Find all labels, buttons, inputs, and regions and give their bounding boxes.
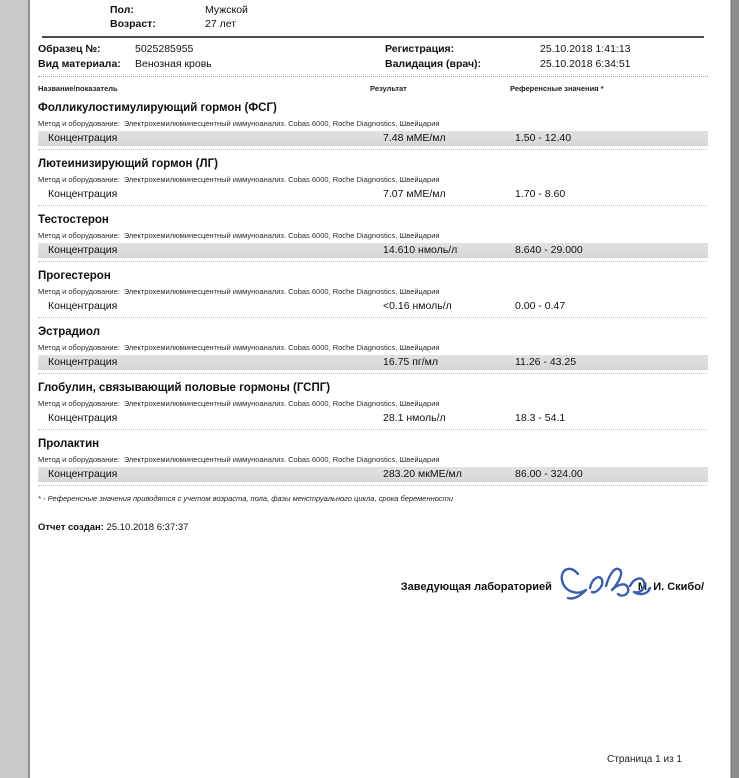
result-row (38, 243, 708, 258)
parameter-name: Концентрация (48, 132, 118, 144)
result-row (38, 467, 708, 482)
age-value: 27 лет (205, 18, 237, 30)
registration-label: Регистрация: (385, 43, 455, 55)
sample-number-row (38, 42, 708, 57)
sample-material-row (38, 57, 708, 72)
result-value: 7.48 мМЕ/мл (383, 132, 446, 144)
test-section-progesterone (38, 262, 708, 318)
reference-value: 86.00 - 324.00 (515, 468, 583, 480)
result-value: 7.07 мМЕ/мл (383, 188, 446, 200)
result-value: 16.75 пг/мл (383, 356, 438, 368)
registration-value: 25.10.2018 1:41:13 (540, 43, 631, 55)
test-title: Эстрадиол (38, 326, 101, 338)
method-label: Метод и оборудование: (38, 455, 120, 464)
report-page (30, 0, 730, 778)
method-label: Метод и оборудование: (38, 287, 120, 296)
result-row (38, 411, 708, 426)
reference-value: 1.50 - 12.40 (515, 132, 572, 144)
test-title: Глобулин, связывающий половые гормоны (ГСПГ) (38, 382, 331, 394)
material-value: Венозная кровь (135, 58, 212, 70)
method-line (38, 342, 708, 353)
result-row (38, 299, 708, 314)
report-created-label: Отчет создан: (38, 522, 104, 533)
sample-block-dotted-divider (38, 76, 708, 77)
result-value: 283.20 мкМЕ/мл (383, 468, 462, 480)
result-row (38, 131, 708, 146)
patient-age-row (38, 17, 708, 31)
vertical-scrollbar[interactable] (730, 0, 739, 778)
result-value: 28.1 нмоль/л (383, 412, 446, 424)
header-divider (42, 36, 704, 38)
parameter-name: Концентрация (48, 468, 118, 480)
method-label: Метод и оборудование: (38, 399, 120, 408)
signature-name: М. И. Скибо/ (637, 581, 704, 593)
method-value: Электрохемилюминесцентный иммуноанализ. Cobas 6000, Roche Diagnostics, Швейцария (123, 175, 440, 184)
reference-value: 8.640 - 29.000 (515, 244, 583, 256)
test-title: Лютеинизирующий гормон (ЛГ) (38, 158, 218, 170)
method-value: Электрохемилюминесцентный иммуноанализ. Cobas 6000, Roche Diagnostics, Швейцария (123, 399, 440, 408)
test-title: Фолликулостимулирующий гормон (ФСГ) (38, 102, 277, 114)
method-label: Метод и оборудование: (38, 231, 120, 240)
reference-value: 11.26 - 43.25 (515, 356, 577, 368)
method-line (38, 118, 708, 129)
test-section-shbg (38, 374, 708, 430)
signature-block (38, 564, 708, 610)
test-section-prolactin (38, 430, 708, 486)
result-value: 14.610 нмоль/л (383, 244, 458, 256)
method-label: Метод и оборудование: (38, 119, 120, 128)
reference-value: 18.3 - 54.1 (515, 412, 566, 424)
age-label: Возраст: (110, 18, 156, 30)
report-content (30, 0, 730, 610)
test-section-testosterone (38, 206, 708, 262)
parameter-name: Концентрация (48, 244, 118, 256)
col-header-name: Название/показатель (38, 84, 118, 93)
method-line (38, 398, 708, 409)
method-line (38, 230, 708, 241)
scrollbar-thumb[interactable] (731, 0, 739, 778)
material-label: Вид материала: (38, 58, 121, 70)
signature-title: Заведующая лабораторией (400, 581, 552, 593)
sample-number-label: Образец №: (38, 43, 101, 55)
test-title: Пролактин (38, 438, 100, 450)
report-created-line (38, 522, 708, 534)
method-value: Электрохемилюминесцентный иммуноанализ. Cobas 6000, Roche Diagnostics, Швейцария (123, 231, 440, 240)
sex-label: Пол: (110, 4, 134, 16)
reference-footnote: * - Референсные значения приводятся с учетом возраста, пола, фазы менструального цикла, срока беременности (38, 494, 454, 503)
parameter-name: Концентрация (48, 356, 118, 368)
signature-scribble-icon (556, 560, 652, 606)
col-header-reference: Референсные значения * (510, 84, 604, 93)
col-header-result: Результат (370, 84, 407, 93)
result-value: <0.16 нмоль/л (383, 300, 452, 312)
parameter-name: Концентрация (48, 300, 118, 312)
report-created-value: 25.10.2018 6:37:37 (106, 522, 189, 533)
method-line (38, 454, 708, 465)
method-line (38, 174, 708, 185)
sample-number-value: 5025285955 (135, 43, 194, 55)
method-label: Метод и оборудование: (38, 175, 120, 184)
result-row (38, 187, 708, 202)
sex-value: Мужской (205, 4, 248, 16)
validation-label: Валидация (врач): (385, 58, 482, 70)
reference-value: 0.00 - 0.47 (515, 300, 566, 312)
test-title: Прогестерон (38, 270, 111, 282)
test-section-fsh (38, 94, 708, 150)
method-label: Метод и оборудование: (38, 343, 120, 352)
patient-sex-row (38, 3, 708, 17)
parameter-name: Концентрация (48, 188, 118, 200)
method-value: Электрохемилюминесцентный иммуноанализ. Cobas 6000, Roche Diagnostics, Швейцария (123, 287, 440, 296)
page-number: Страница 1 из 1 (607, 754, 682, 765)
test-title: Тестостерон (38, 214, 109, 226)
test-section-lh (38, 150, 708, 206)
parameter-name: Концентрация (48, 412, 118, 424)
validation-value: 25.10.2018 6:34:51 (540, 58, 631, 70)
table-column-headers (38, 84, 708, 94)
method-line (38, 286, 708, 297)
method-value: Электрохемилюминесцентный иммуноанализ. Cobas 6000, Roche Diagnostics, Швейцария (123, 455, 440, 464)
reference-value: 1.70 - 8.60 (515, 188, 566, 200)
page-left-gutter (0, 0, 30, 778)
method-value: Электрохемилюминесцентный иммуноанализ. Cobas 6000, Roche Diagnostics, Швейцария (123, 119, 440, 128)
result-row (38, 355, 708, 370)
method-value: Электрохемилюминесцентный иммуноанализ. Cobas 6000, Roche Diagnostics, Швейцария (123, 343, 440, 352)
test-section-estradiol (38, 318, 708, 374)
